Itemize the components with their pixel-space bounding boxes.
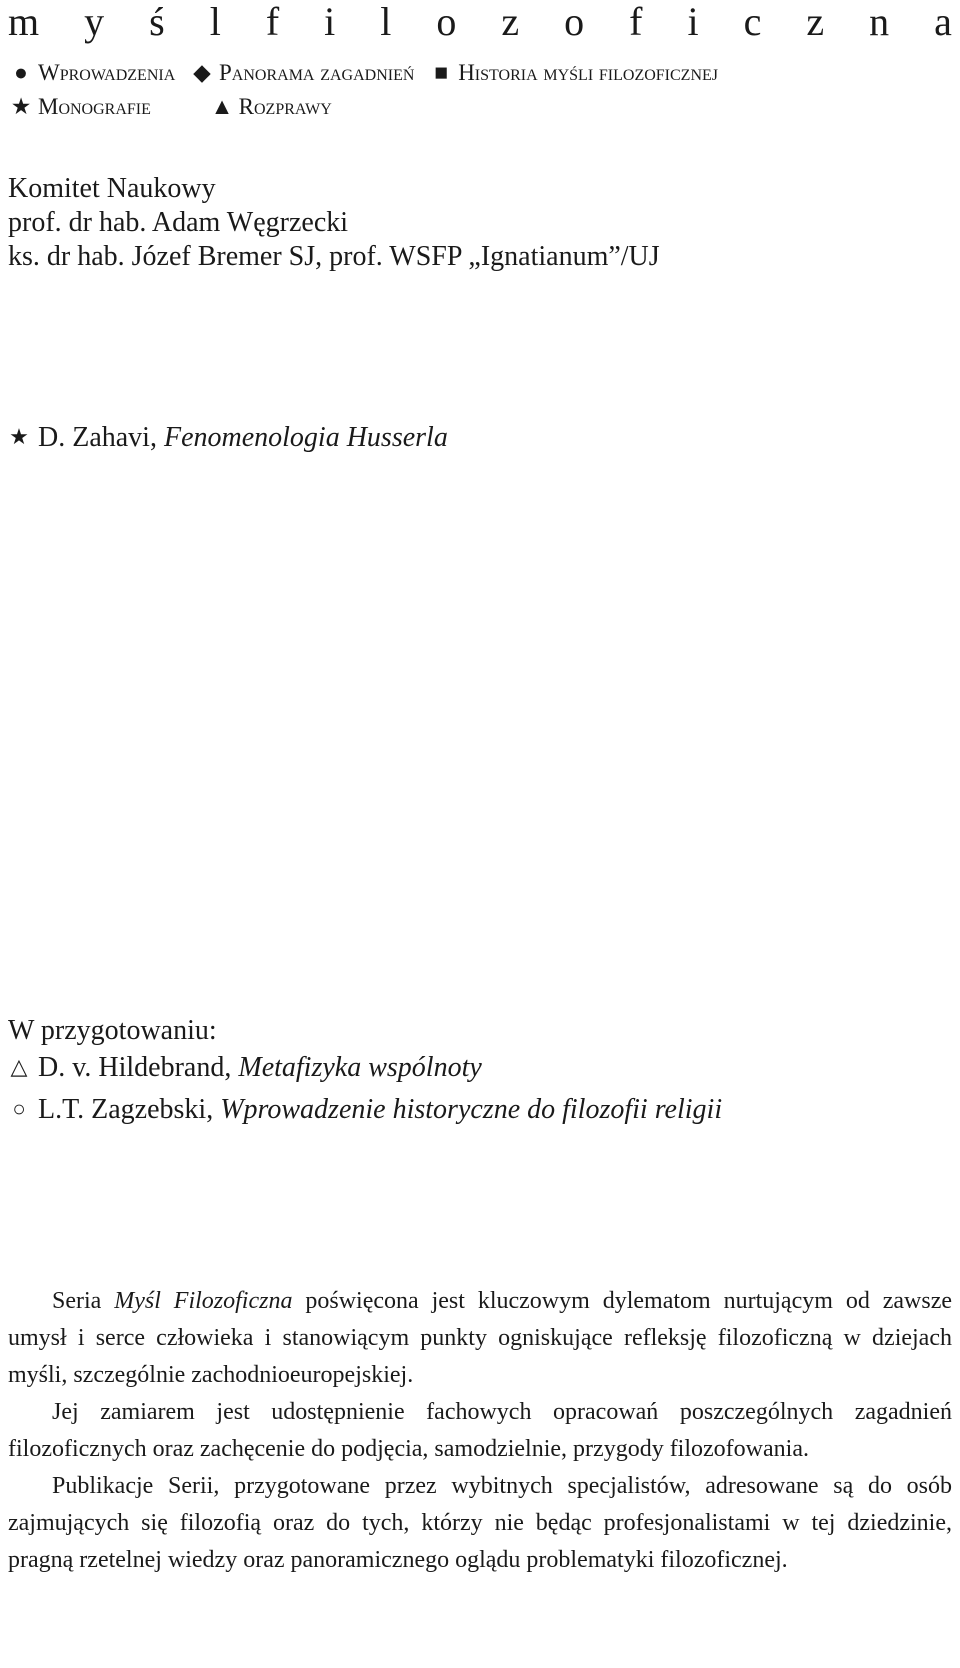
series-title-letter: o bbox=[564, 0, 585, 44]
category-label: Wprowadzenia bbox=[38, 60, 176, 85]
triangle-outline-icon: △ bbox=[10, 1054, 28, 1079]
series-title-letter: z bbox=[501, 0, 520, 44]
series-title-letter: o bbox=[436, 0, 457, 44]
description-text: poświęcona jest kluczowym dylematom nurtującym od zawsze umysł i serce człowieka i stanowiącym punkty ogniskujące refleksję filozoficzną w dziejach myśli, szczególnie zachodnioeuropejskiej. bbox=[8, 1288, 953, 1388]
series-description bbox=[8, 1283, 952, 1579]
committee-member: ks. dr hab. Józef Bremer SJ, prof. WSFP „Ignatianum”/UJ bbox=[8, 241, 660, 272]
triangle-icon: ▲ bbox=[210, 94, 234, 119]
series-title-letter: m bbox=[8, 0, 40, 44]
series-title-letter: i bbox=[324, 0, 336, 44]
book-title: Metafizyka wspólnoty bbox=[238, 1052, 482, 1083]
series-name: Myśl Filozoficzna bbox=[114, 1288, 293, 1314]
category-label: Panorama zagadnień bbox=[219, 60, 415, 85]
book-title: Wprowadzenie historyczne do filozofii religii bbox=[220, 1094, 723, 1125]
series-title-letter: a bbox=[934, 0, 952, 44]
category-historia bbox=[430, 58, 718, 88]
series-title-letter: y bbox=[84, 0, 105, 44]
series-title-letter: f bbox=[629, 0, 643, 44]
series-title-letter: i bbox=[687, 0, 699, 44]
committee-member: prof. dr hab. Adam Węgrzecki bbox=[8, 207, 349, 238]
category-monografie bbox=[10, 92, 151, 122]
book-author: D. Zahavi, bbox=[38, 422, 164, 453]
circle-outline-icon: ○ bbox=[12, 1096, 26, 1121]
category-label: Rozprawy bbox=[238, 94, 332, 119]
series-title-letter: n bbox=[869, 0, 890, 44]
published-book bbox=[8, 420, 448, 455]
category-row-2 bbox=[10, 92, 342, 122]
series-title-letter: z bbox=[806, 0, 825, 44]
series-title-letter: l bbox=[380, 0, 392, 44]
scientific-committee bbox=[8, 172, 660, 274]
category-rozprawy bbox=[211, 92, 332, 122]
description-paragraph bbox=[8, 1283, 952, 1394]
series-title-letter: c bbox=[743, 0, 762, 44]
star-icon: ★ bbox=[9, 424, 29, 449]
category-label: Monografie bbox=[38, 94, 151, 119]
series-title-letter: ś bbox=[149, 0, 165, 44]
star-icon: ★ bbox=[10, 94, 32, 119]
category-panorama bbox=[191, 58, 414, 88]
prepared-book bbox=[8, 1092, 722, 1127]
diamond-icon: ◆ bbox=[193, 60, 211, 85]
series-title-letter: f bbox=[265, 0, 280, 44]
square-icon: ■ bbox=[434, 60, 449, 85]
prepared-book bbox=[8, 1050, 482, 1085]
description-text: Seria bbox=[52, 1288, 115, 1314]
committee-heading: Komitet Naukowy bbox=[8, 173, 216, 204]
description-paragraph: Publikacje Serii, przygotowane przez wybitnych specjalistów, adresowane są do osób zajmujących się filozofią oraz do tych, którzy nie będąc profesjonalistami w tej dziedzinie, pragną rzetelnej wiedzy oraz panoramicznego oglądu problematyki filozoficznej. bbox=[8, 1473, 952, 1573]
circle-icon: ● bbox=[14, 60, 28, 85]
series-title-letter: l bbox=[209, 0, 221, 44]
description-paragraph: Jej zamiarem jest udostępnienie fachowych opracowań poszczególnych zagadnień filozoficznych oraz zachęcenie do podjęcia, samodzielnie, przygody filozofowania. bbox=[8, 1399, 952, 1462]
category-wprowadzenia bbox=[10, 58, 175, 88]
category-row-1 bbox=[10, 58, 728, 88]
book-author: D. v. Hildebrand, bbox=[38, 1052, 239, 1083]
book-title: Fenomenologia Husserla bbox=[163, 422, 448, 453]
category-label: Historia myśli filozoficznej bbox=[458, 60, 719, 85]
series-title bbox=[8, 0, 952, 44]
book-author: L.T. Zagzebski, bbox=[38, 1094, 221, 1125]
in-preparation-heading: W przygotowaniu: bbox=[8, 1015, 217, 1046]
